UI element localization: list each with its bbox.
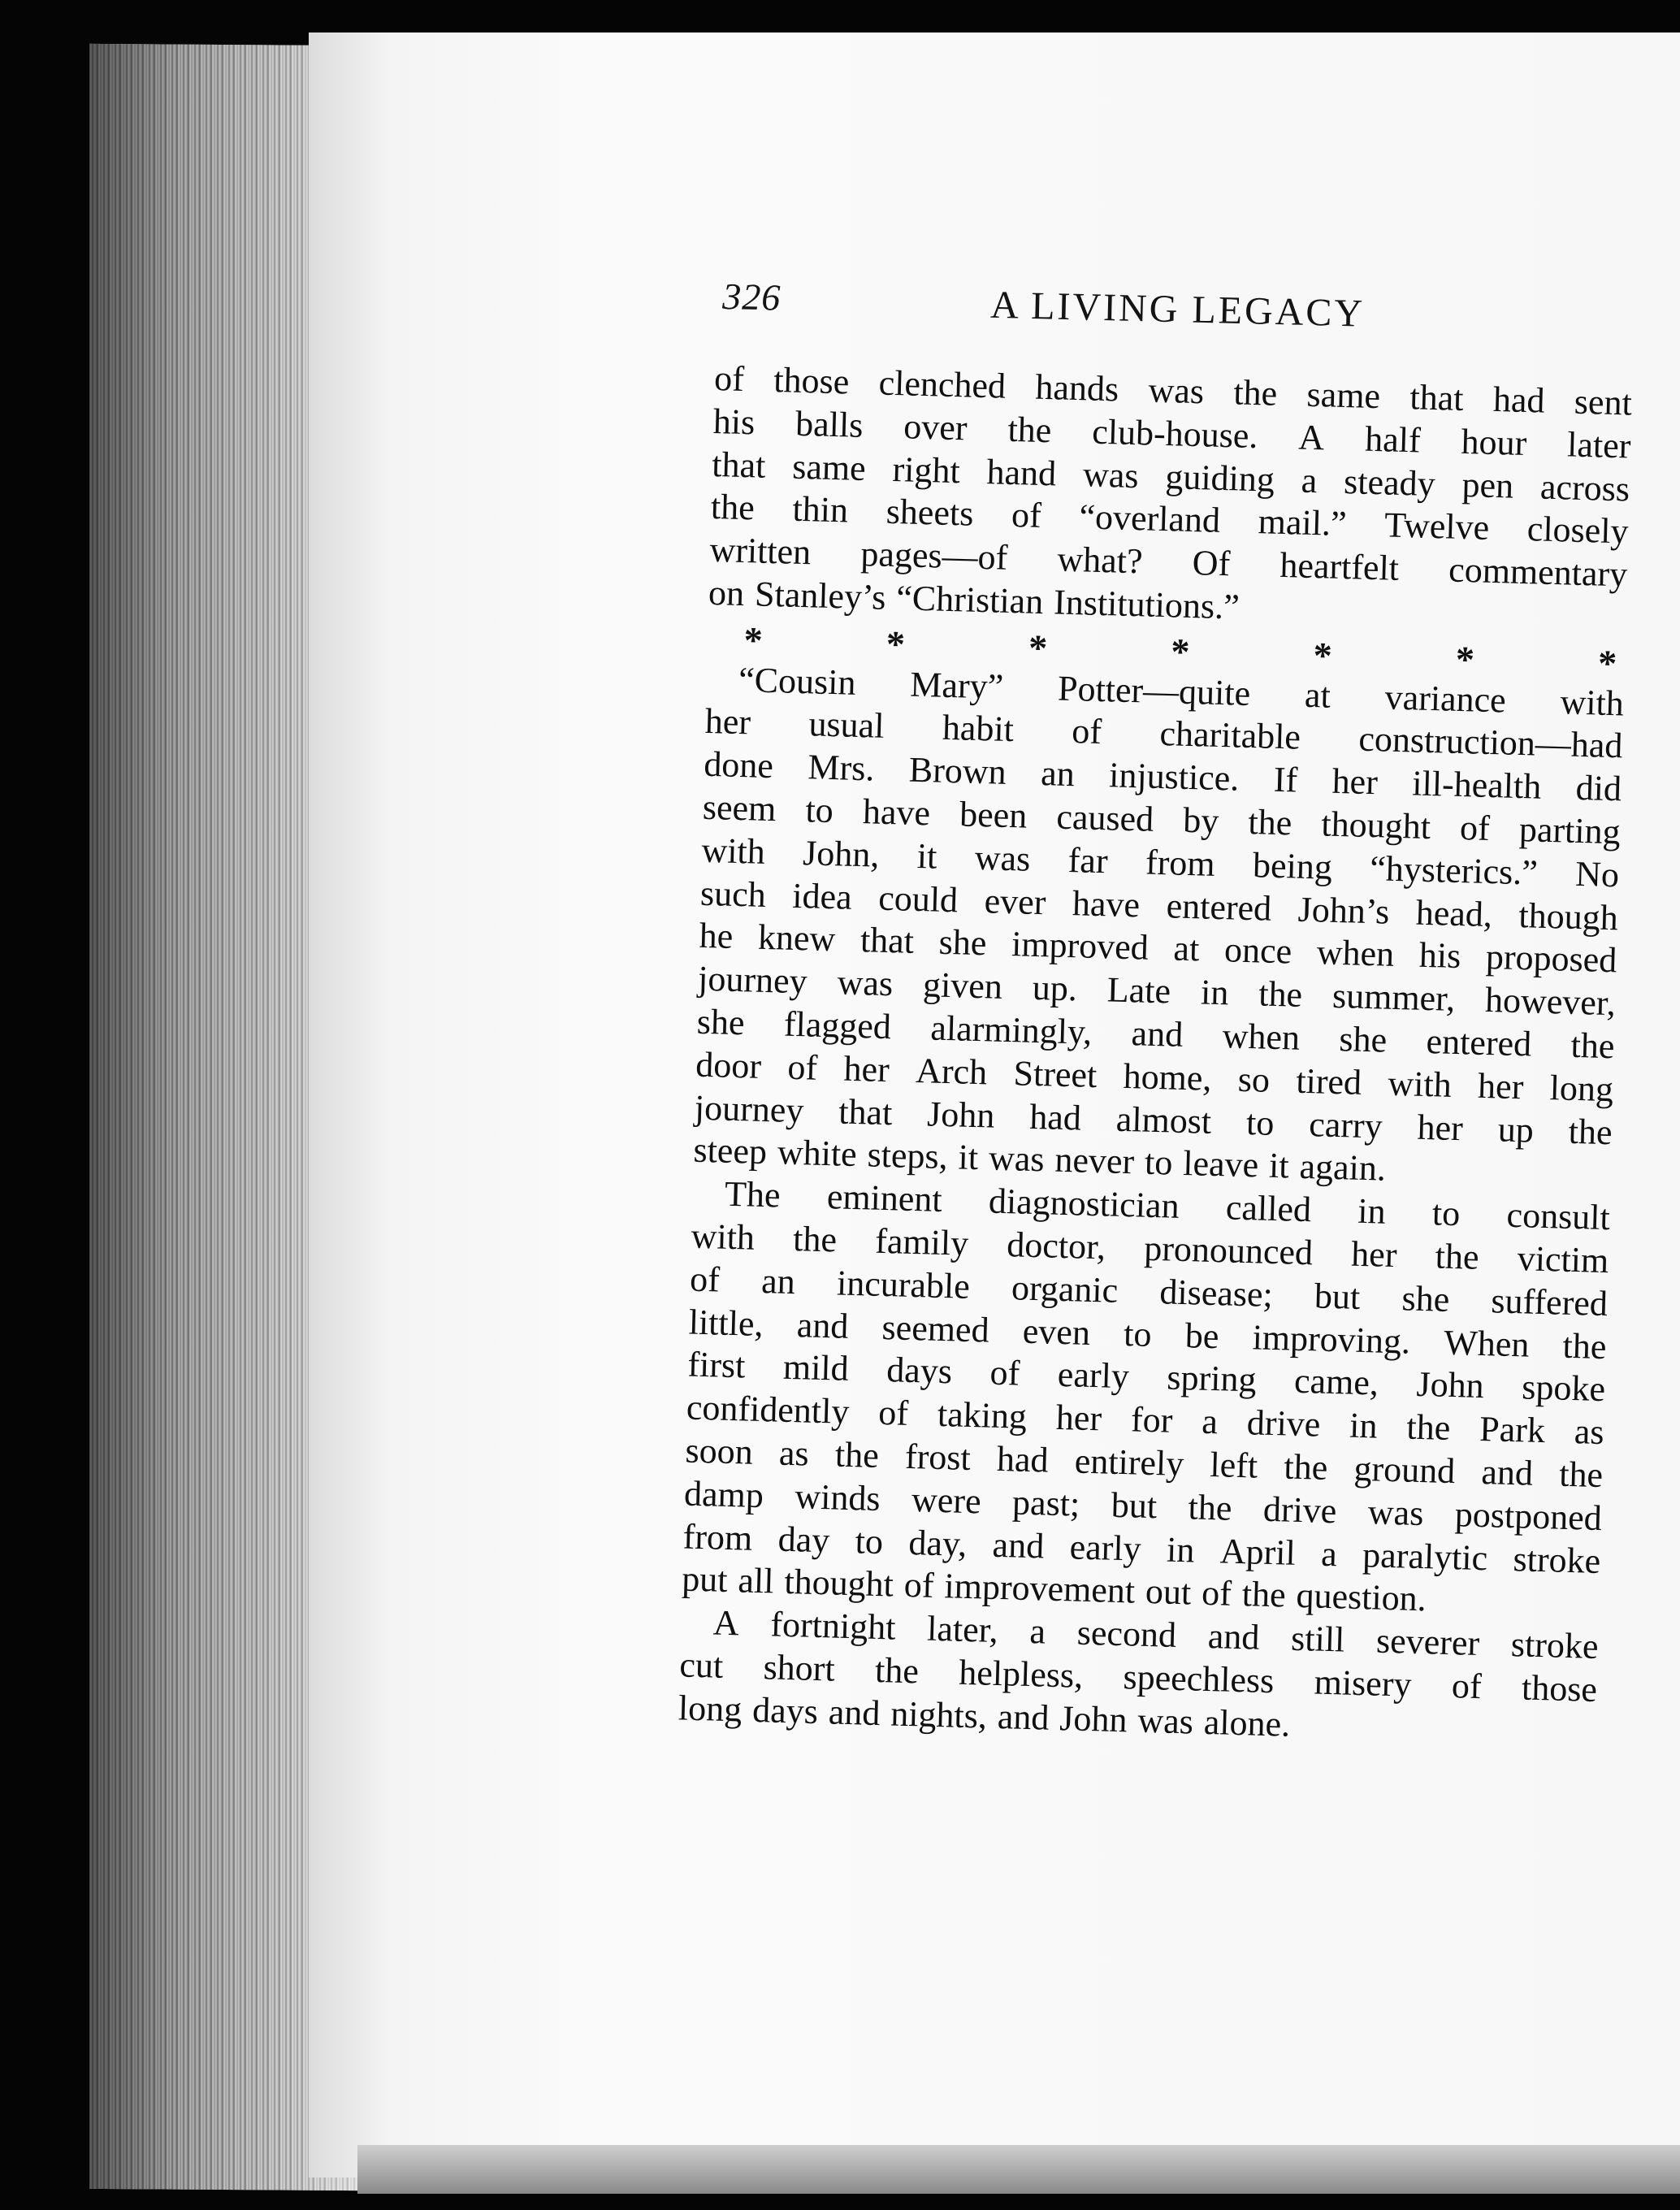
text-line: door of her Arch Street home, so tired with her long (695, 1044, 1614, 1109)
text-line: her usual habit of charitable construction—had (704, 701, 1624, 766)
text-line: soon as the frost had entirely left the ground and the (684, 1430, 1604, 1495)
text-line: steep white steps, it was never to leave it again. (692, 1129, 1387, 1190)
text-line: journey was given up. Late in the summer, however, (697, 958, 1617, 1024)
text-line: A fortnight later, a second and still severer stroke (712, 1602, 1600, 1667)
text-line: first mild days of early spring came, John spoke (686, 1344, 1606, 1410)
text-line: The eminent diagnostician called in to consult (724, 1173, 1611, 1238)
paragraph (682, 1172, 1611, 1626)
text-line: with John, it was far from being “hysterics.” No (700, 830, 1620, 895)
paragraph (693, 657, 1625, 1197)
paragraph (708, 358, 1632, 639)
asterisk: * (1455, 638, 1475, 681)
text-line: seem to have been caused by the thought of parting (702, 786, 1622, 852)
text-line: that same right hand was guiding a steady pen across (711, 444, 1630, 509)
text-line: from day to day, and early in April a paralytic stroke (682, 1515, 1601, 1581)
text-line: his balls over the club-house. A half hour later (712, 401, 1632, 466)
text-line: little, and seemed even to be improving. When the (688, 1302, 1608, 1367)
text-line: cut short the helpless, speechless misery of those (678, 1644, 1598, 1710)
text-line: such idea could ever have entered John’s head, though (699, 873, 1619, 938)
running-title: A LIVING LEGACY (989, 283, 1366, 336)
asterisk: * (1312, 634, 1333, 677)
text-line: with the family doctor, pronounced her the victim (691, 1216, 1609, 1281)
text-line: long days and nights, and John was alone. (678, 1688, 1291, 1744)
text-line: written pages—of what? Of heartfelt commentary (708, 530, 1628, 595)
text-line: confidently of taking her for a drive in the Park as (686, 1387, 1605, 1453)
asterisk: * (743, 618, 764, 661)
body-text (678, 358, 1632, 1754)
text-line: he knew that she improved at once when his proposed (699, 916, 1617, 981)
text-line: damp winds were past; but the drive was postponed (683, 1473, 1603, 1538)
page-bottom-edge (357, 2145, 1680, 2194)
page-number: 326 (721, 275, 782, 318)
text-line: the thin sheets of “overland mail.” Twelve closely (710, 487, 1630, 552)
paragraph (678, 1601, 1599, 1755)
asterisk: * (1170, 630, 1191, 673)
text-line: on Stanley’s “Christian Institutions.” (708, 572, 1241, 627)
text-line: of those clenched hands was the same that had sent (713, 358, 1633, 423)
text-line: she flagged alarmingly, and when she entered the (696, 1001, 1616, 1067)
text-line: “Cousin Mary” Potter—quite at variance with (738, 659, 1625, 723)
asterisk: * (1028, 626, 1048, 669)
text-line: done Mrs. Brown an injustice. If her ill-health did (703, 743, 1622, 809)
asterisk: * (885, 622, 906, 665)
text-line: of an incurable organic disease; but she suffered (689, 1259, 1609, 1324)
text-line: journey that John had almost to carry her up the (694, 1087, 1613, 1152)
text-line: put all thought of improvement out of the question. (681, 1558, 1427, 1619)
asterisk: * (1597, 642, 1617, 684)
